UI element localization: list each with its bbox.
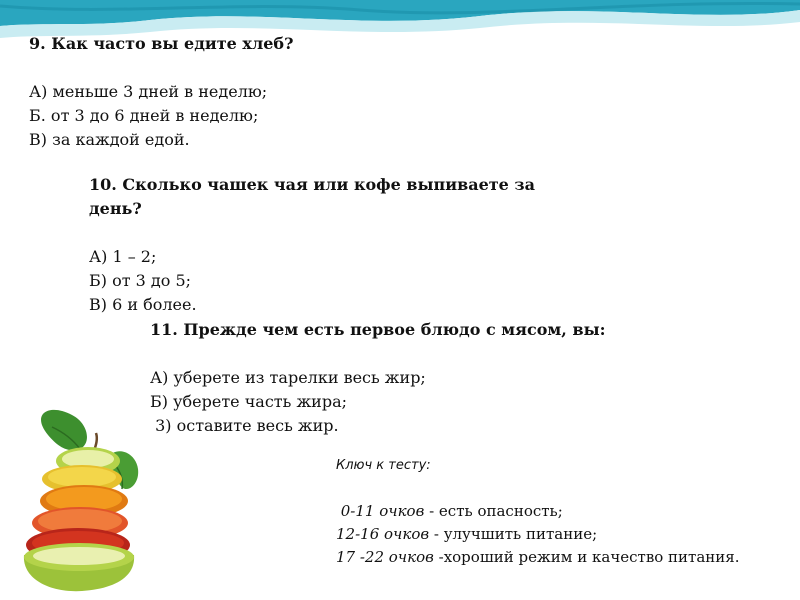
question-11-option-c: 3) оставите весь жир. — [150, 416, 339, 435]
question-11-title: 11. Прежде чем есть первое блюдо с мясом, вы: — [150, 320, 606, 339]
answer-key-range-1: 0-11 очков — [336, 502, 425, 520]
answer-key-text-3: -хороший режим и качество питания. — [433, 548, 740, 566]
question-10-option-a: А) 1 – 2; — [89, 247, 157, 266]
question-10-option-c: В) 6 и более. — [89, 295, 197, 314]
answer-key-text-1: - есть опасность; — [424, 502, 563, 520]
answer-key-range-2: 12-16 очков — [336, 525, 430, 543]
sliced-fruit-illustration — [10, 405, 160, 595]
answer-key-text-2: - улучшить питание; — [429, 525, 598, 543]
question-9 — [29, 32, 293, 152]
question-10-option-b: Б) от 3 до 5; — [89, 271, 192, 290]
question-9-option-a: А) меньше 3 дней в неделю; — [29, 82, 268, 101]
leaf-left — [41, 410, 87, 450]
answer-key-range-3: 17 -22 очков — [336, 548, 434, 566]
answer-key — [336, 455, 740, 569]
question-10-title-line2: день? — [89, 199, 142, 218]
question-11-option-a: А) уберете из тарелки весь жир; — [150, 368, 426, 387]
question-9-title: 9. Как часто вы едите хлеб? — [29, 34, 294, 53]
question-9-option-c: В) за каждой едой. — [29, 130, 190, 149]
question-11 — [150, 318, 606, 438]
answer-key-line-3 — [336, 546, 740, 569]
answer-key-line-2 — [336, 523, 740, 546]
question-10 — [89, 173, 559, 317]
question-9-option-b: Б. от 3 до 6 дней в неделю; — [29, 106, 259, 125]
question-11-option-b: Б) уберете часть жира; — [150, 392, 347, 411]
answer-key-title: Ключ к тесту: — [336, 458, 431, 473]
question-10-title-line1: 10. Сколько чашек чая или кофе выпиваете за — [89, 175, 535, 194]
answer-key-line-1 — [336, 500, 740, 523]
